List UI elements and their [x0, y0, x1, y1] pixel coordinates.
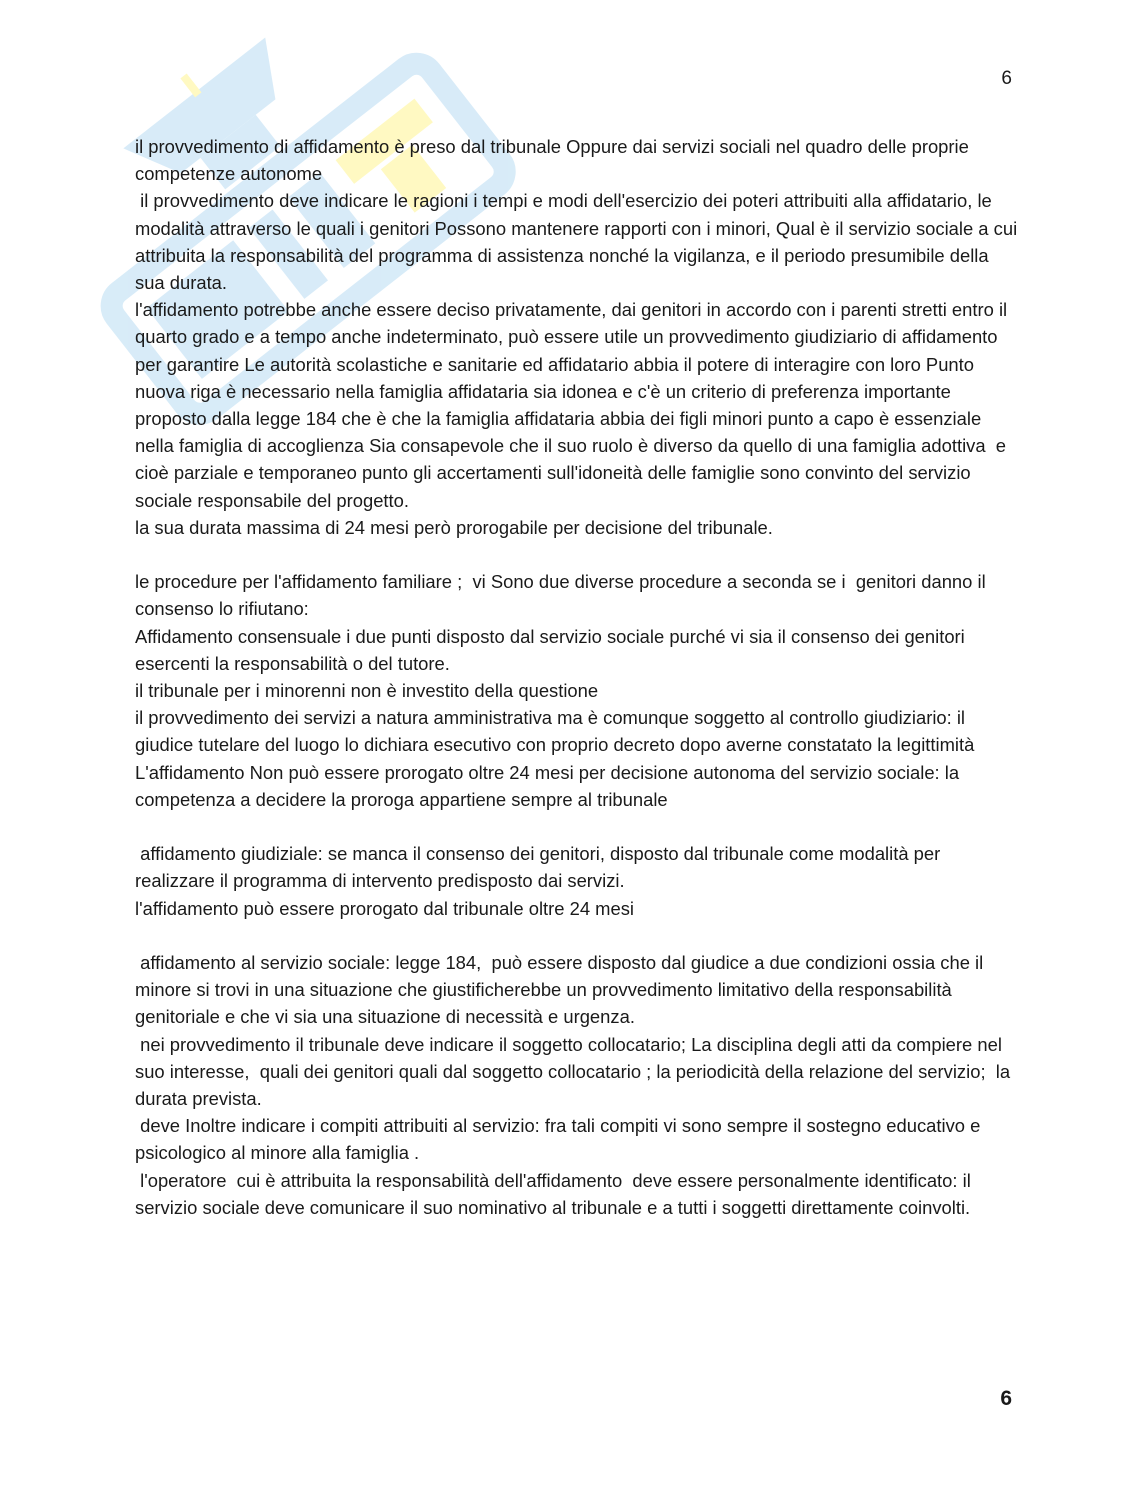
- paragraph: affidamento al servizio sociale: legge 184, può essere disposto dal giudice a due condizioni ossia che il minore si trovi in una situazione che giustificherebbe un provvedimento limitativo della responsabilità genitoriale e che vi sia una situazione di necessità e urgenza.: [135, 952, 989, 1028]
- paragraph-spacer: [135, 813, 1020, 840]
- paragraph: deve Inoltre indicare i compiti attribuiti al servizio: fra tali compiti vi sono sempre il sostegno educativo e psicologico al minore alla famiglia .: [135, 1115, 986, 1164]
- paragraph: Affidamento consensuale i due punti disposto dal servizio sociale purché vi sia il consenso dei genitori esercenti la responsabilità o del tutore.: [135, 625, 970, 674]
- paragraph: le procedure per l'affidamento familiare ; vi Sono due diverse procedure a seconda se i genitori danno il consenso lo rifiutano:: [135, 571, 991, 620]
- paragraph-spacer: [135, 541, 1020, 568]
- page-number-top: 6: [1001, 68, 1012, 89]
- paragraph: affidamento giudiziale: se manca il consenso dei genitori, disposto dal tribunale come modalità per realizzare il programma di intervento predisposto dai servizi.: [135, 843, 946, 892]
- paragraph: nei provvedimento il tribunale deve indicare il soggetto collocatario; La disciplina degli atti da compiere nel suo interesse, quali dei genitori quali dal soggetto collocatario ; la periodicità della relazione del servizio; la durata prevista.: [135, 1033, 1016, 1110]
- paragraph: il provvedimento deve indicare le ragioni i tempi e modi dell'esercizio dei poteri attribuiti alla affidatario, le modalità attraverso le quali i genitori Possono mantenere rapporti con i minori, Qual è il servizio sociale a cui attribuita la responsabilità del programma di assistenza nonché la vigilanza, e il periodo presumibile della sua durata.: [135, 190, 1023, 294]
- paragraph: l'operatore cui è attribuita la responsabilità dell'affidamento deve essere personalmente identificato: il servizio sociale deve comunicare il suo nominativo al tribunale e a tutti i soggetti direttamente coinvolti.: [135, 1169, 976, 1218]
- paragraph-spacer: [135, 922, 1020, 949]
- page-number-bottom: 6: [1000, 1387, 1012, 1410]
- paragraph: il provvedimento di affidamento è preso dal tribunale Oppure dai servizi sociali nel quadro delle proprie competenze autonome: [135, 136, 974, 185]
- paragraph: il provvedimento dei servizi a natura amministrativa ma è comunque soggetto al controllo giudiziario: il giudice tutelare del luogo lo dichiara esecutivo con proprio decreto dopo averne constatato la legittimità: [135, 707, 975, 756]
- paragraph: l'affidamento potrebbe anche essere deciso privatamente, dai genitori in accordo con i parenti stretti entro il quarto grado e a tempo anche indeterminato, può essere utile un provvedimento giudiziario di affidamento per garantire Le autorità scolastiche e sanitarie ed affidatario abbia il potere di interagire con loro Punto nuova riga è necessario nella famiglia affidataria sia idonea e c'è un criterio di preferenza importante proposto dalla legge 184 che è che la famiglia affidataria abbia dei figli minori punto a capo è essenziale nella famiglia di accoglienza Sia consapevole che il suo ruolo è diverso da quello di una famiglia adottiva e cioè parziale e temporaneo punto gli accertamenti sull'idoneità delle famiglie sono convinto del servizio sociale responsabile del progetto.: [135, 299, 1013, 511]
- paragraph: il tribunale per i minorenni non è investito della questione: [135, 680, 599, 702]
- paragraph: L'affidamento Non può essere prorogato oltre 24 mesi per decisione autonoma del servizio sociale: la competenza a decidere la proroga appartiene sempre al tribunale: [135, 761, 965, 810]
- paragraph: la sua durata massima di 24 mesi però prorogabile per decisione del tribunale.: [135, 516, 773, 538]
- paragraph: l'affidamento può essere prorogato dal tribunale oltre 24 mesi: [135, 897, 634, 919]
- document-body: [135, 133, 1023, 1221]
